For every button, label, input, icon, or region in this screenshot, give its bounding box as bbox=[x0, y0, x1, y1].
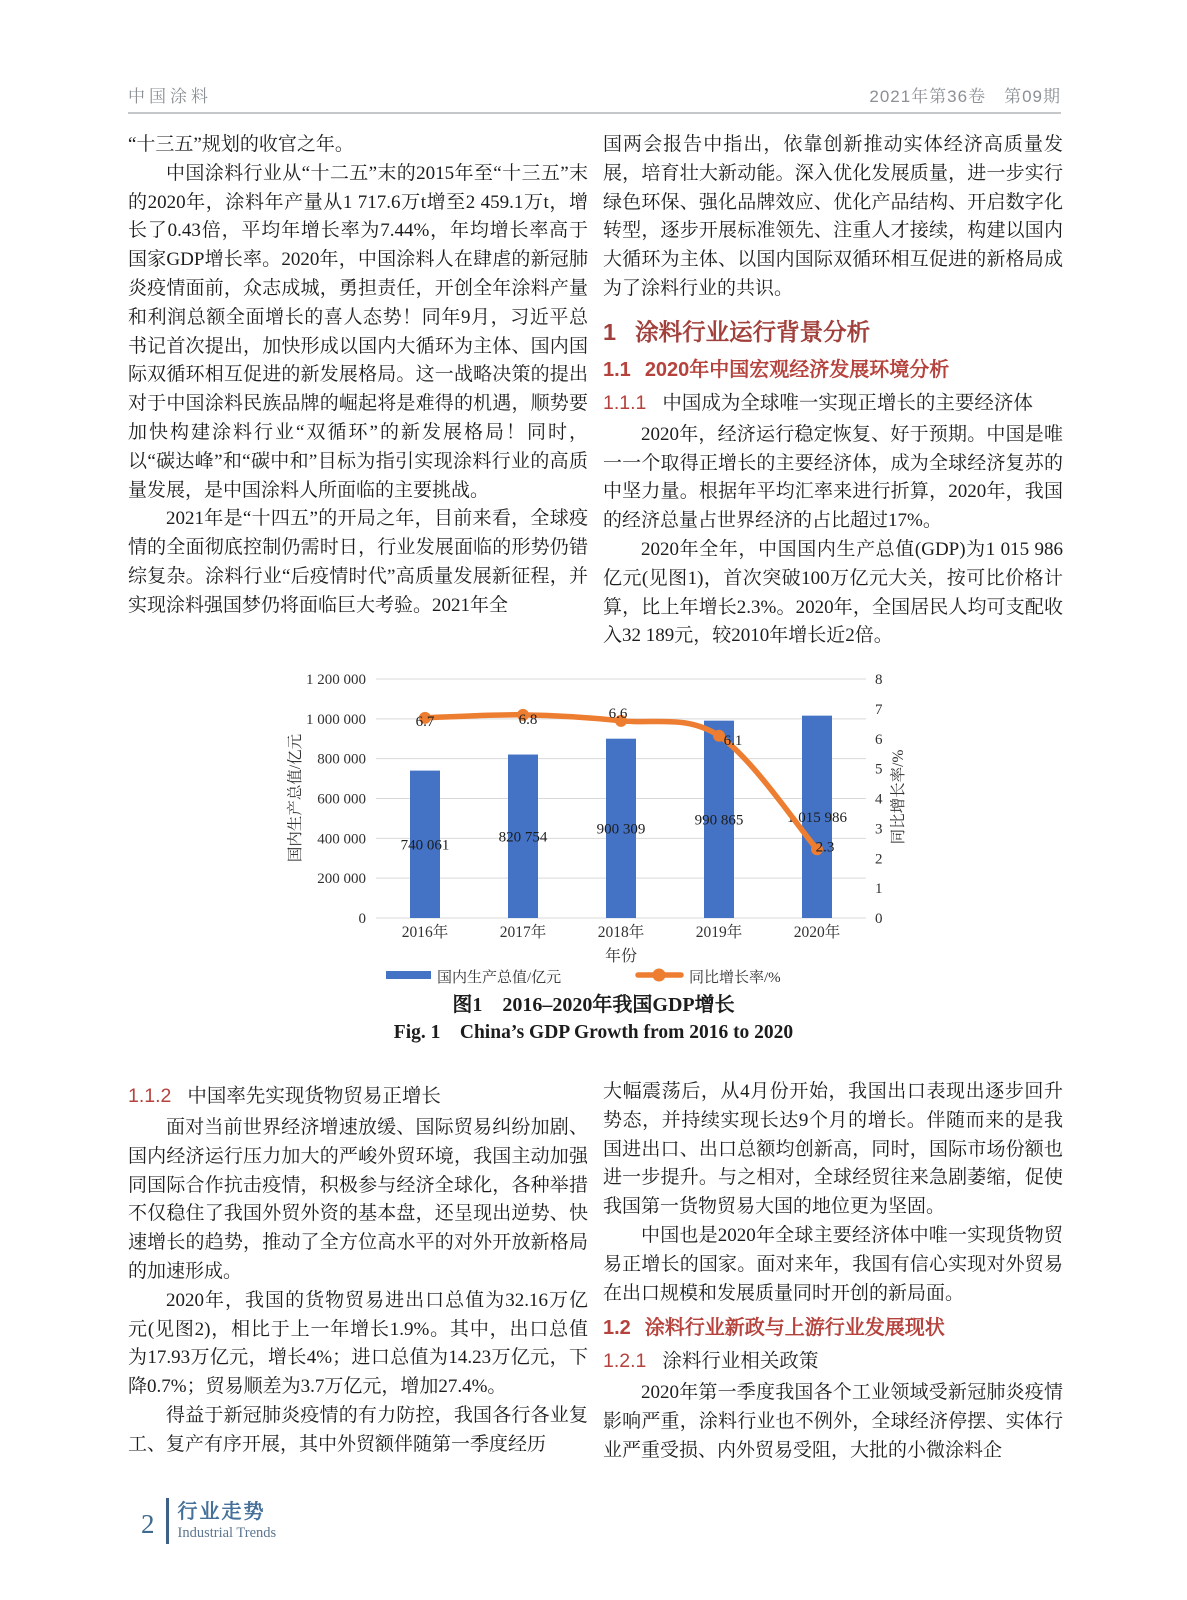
legend-line-label: 同比增长率/% bbox=[689, 970, 781, 986]
line-value-label: 6.8 bbox=[518, 711, 538, 728]
gdp-combo-chart bbox=[253, 650, 943, 995]
section-number: 1.2 bbox=[603, 1317, 631, 1340]
right-axis-tick-label: 3 bbox=[875, 821, 883, 838]
bar-value-label: 820 754 bbox=[498, 829, 548, 846]
section-title: 涂料行业相关政策 bbox=[662, 1350, 819, 1373]
right-column-top bbox=[603, 131, 1063, 651]
paragraph: 2020年全年，中国国内生产总值(GDP)为1 015 986亿元(见图1)，首次突破100万亿元大关，按可比价格计算，比上年增长2.3%。2020年，全国居民人均可支配收入32 189元，较2010年增长近2倍。 bbox=[603, 538, 1063, 647]
footer-divider bbox=[166, 1498, 169, 1544]
paragraph: 面对当前世界经济增速放缓、国际贸易纠纷加剧、国内经济运行压力加大的严峻外贸环境，我国主动加强同国际合作抗击疫情，积极参与经济全球化，各种举措不仅稳住了我国外贸外资的基本盘，还呈现出逆势、快速增长的趋势，推动了全方位高水平的对外开放新格局的加速形成。 bbox=[128, 1117, 588, 1282]
x-axis-title: 年份 bbox=[604, 948, 638, 965]
right-axis-tick-label: 8 bbox=[875, 672, 883, 688]
left-axis-tick-label: 1 200 000 bbox=[306, 672, 366, 688]
right-axis-tick-label: 4 bbox=[875, 791, 883, 808]
x-axis-tick-label: 2018年 bbox=[597, 924, 645, 941]
paragraph: 2020年，经济运行稳定恢复、好于预期。中国是唯一一个取得正增长的主要经济体，成为全球经济复苏的中坚力量。根据年平均汇率来进行折算，2020年，我国的经济总量占世界经济的占比超过17%。 bbox=[603, 423, 1063, 532]
x-axis-tick-label: 2019年 bbox=[695, 924, 743, 941]
page-footer bbox=[141, 1498, 276, 1544]
bar-value-label: 900 309 bbox=[596, 821, 646, 838]
journal-issue: 2021年第36卷 第09期 bbox=[869, 87, 1061, 106]
left-axis-tick-label: 200 000 bbox=[317, 871, 366, 888]
left-axis-tick-label: 800 000 bbox=[317, 751, 366, 768]
line-value-label: 6.6 bbox=[608, 705, 628, 722]
footer-section-zh: 行业走势 bbox=[177, 1501, 266, 1523]
section-heading-1-1 bbox=[603, 356, 1063, 384]
figure-caption-zh: 图1 2016–2020年我国GDP增长 bbox=[452, 994, 735, 1016]
section-title: 中国率先实现货物贸易正增长 bbox=[187, 1085, 441, 1107]
left-column-top bbox=[128, 131, 588, 651]
section-number: 1.1 bbox=[603, 358, 631, 381]
top-columns bbox=[128, 131, 1063, 651]
paragraph: 国两会报告中指出，依靠创新推动实体经济高质量发展，培育壮大新动能。深入优化发展质量，进一步实行绿色环保、强化品牌效应、优化产品结构、开启数字化转型，逐步开展标准领先、注重人才接续，构建以国内大循环为主体、以国内国际双循环相互促进的新格局成为了涂料行业的共识。 bbox=[603, 134, 1063, 299]
left-axis-title: 国内生产总值/亿元 bbox=[287, 733, 304, 863]
line-value-label: 6.7 bbox=[415, 713, 435, 730]
section-heading-1 bbox=[603, 317, 1063, 347]
right-axis-tick-label: 7 bbox=[875, 701, 883, 718]
bar-value-label: 1 015 986 bbox=[787, 809, 847, 826]
left-axis-tick-label: 0 bbox=[358, 911, 366, 927]
section-title: 涂料行业运行背景分析 bbox=[635, 318, 871, 345]
paragraph: 大幅震荡后，从4月份开始，我国出口表现出逐步回升势态，并持续实现长达9个月的增长。伴随而来的是我国进出口、出口总额均创新高，同时，国际市场份额也进一步提升。与之相对，全球经贸往来急剧萎缩，促使我国第一货物贸易大国的地位更为坚固。 bbox=[603, 1081, 1063, 1218]
right-axis-tick-label: 1 bbox=[875, 881, 883, 898]
section-heading-1-2 bbox=[603, 1314, 1063, 1342]
x-axis-tick-label: 2020年 bbox=[793, 924, 841, 941]
section-heading-1-1-1 bbox=[603, 389, 1063, 417]
paragraph: 中国涂料行业从“十二五”末的2015年至“十三五”末的2020年，涂料年产量从1 717.6万t增至2 459.1万t，增长了0.43倍，平均年增长率为7.44%，年均增长率高于国家GDP增长率。2020年，中国涂料人在肆虐的新冠肺炎疫情面前，众志成城，勇担责任，开创全年涂料产量和利润总额全面增长的喜人态势！同年9月，习近平总书记首次提出，加快形成以国内大循环为主体、国内国际双循环相互促进的新发展格局。这一战略决策的提出对于中国涂料民族品牌的崛起将是难得的机遇，顺势要加快构建涂料行业“双循环”的新发展格局！同时，以“碳达峰”和“碳中和”目标为指引实现涂料行业的高质量发展，是中国涂料人所面临的主要挑战。 bbox=[128, 162, 588, 501]
bar-value-label: 990 865 bbox=[694, 812, 744, 829]
section-title: 涂料行业新政与上游行业发展现状 bbox=[644, 1317, 945, 1340]
footer-section-en: Industrial Trends bbox=[177, 1525, 277, 1541]
right-axis-tick-label: 6 bbox=[875, 731, 883, 748]
right-axis-title: 同比增长率/% bbox=[890, 749, 907, 845]
left-axis-tick-label: 400 000 bbox=[317, 831, 366, 848]
section-title: 2020年中国宏观经济发展环境分析 bbox=[644, 358, 950, 381]
right-axis-tick-label: 5 bbox=[875, 761, 883, 778]
x-axis-tick-label: 2017年 bbox=[499, 924, 547, 941]
x-axis-tick-label: 2016年 bbox=[401, 924, 449, 941]
section-title: 中国成为全球唯一实现正增长的主要经济体 bbox=[662, 391, 1033, 414]
journal-title: 中国涂料 bbox=[128, 87, 212, 106]
paragraph: “十三五”规划的收官之年。 bbox=[128, 134, 354, 155]
paragraph: 得益于新冠肺炎疫情的有力防控，我国各行各业复工、复产有序开展，其中外贸额伴随第一季度经历 bbox=[128, 1404, 588, 1455]
paragraph: 中国也是2020年全球主要经济体中唯一实现货物贸易正增长的国家。面对来年，我国有信心实现对外贸易在出口规模和发展质量同时开创的新局面。 bbox=[603, 1224, 1063, 1304]
right-column-bottom bbox=[603, 1078, 1063, 1466]
bottom-columns bbox=[128, 1078, 1063, 1466]
line-value-label: 6.1 bbox=[723, 732, 743, 749]
section-heading-1-2-1 bbox=[603, 1347, 1063, 1375]
section-number: 1.1.1 bbox=[603, 391, 647, 414]
section-number: 1.1.2 bbox=[128, 1085, 172, 1107]
section-heading-1-1-2 bbox=[128, 1082, 588, 1110]
left-axis-tick-label: 1 000 000 bbox=[306, 711, 366, 728]
left-column-bottom bbox=[128, 1078, 588, 1466]
line-value-label: 2.3 bbox=[815, 839, 835, 856]
journal-header bbox=[128, 82, 1061, 114]
footer-section bbox=[178, 1500, 277, 1542]
legend-line-marker bbox=[653, 969, 666, 982]
paragraph: 2020年，我国的货物贸易进出口总值为32.16万亿元(见图2)，相比于上一年增长1.9%。其中，出口总值为17.93万亿元，增长4%；进口总值为14.23万亿元，下降0.7%；贸易顺差为3.7万亿元，增加27.4%。 bbox=[128, 1289, 588, 1398]
figure-caption-en: Fig. 1 China’s GDP Growth from 2016 to 2020 bbox=[393, 1022, 794, 1043]
left-axis-tick-label: 600 000 bbox=[317, 791, 366, 808]
legend-bar-label: 国内生产总值/亿元 bbox=[437, 970, 562, 986]
bar-value-label: 740 061 bbox=[400, 837, 450, 854]
legend-bar-swatch bbox=[386, 971, 431, 979]
paragraph: 2021年是“十四五”的开局之年，目前来看，全球疫情的全面彻底控制仍需时日，行业发展面临的形势仍错综复杂。涂料行业“后疫情时代”高质量发展新征程，并实现涂料强国梦仍将面临巨大考验。2021年全 bbox=[128, 508, 588, 616]
section-number: 1.2.1 bbox=[603, 1350, 647, 1373]
right-axis-tick-label: 2 bbox=[875, 851, 883, 868]
section-number: 1 bbox=[603, 318, 617, 345]
paragraph: 2020年第一季度我国各个工业领域受新冠肺炎疫情影响严重，涂料行业也不例外，全球经济停摆、实体行业严重受损、内外贸易受阻，大批的小微涂料企 bbox=[603, 1382, 1063, 1461]
page-number: 2 bbox=[141, 1508, 155, 1539]
right-axis-tick-label: 0 bbox=[875, 911, 883, 927]
